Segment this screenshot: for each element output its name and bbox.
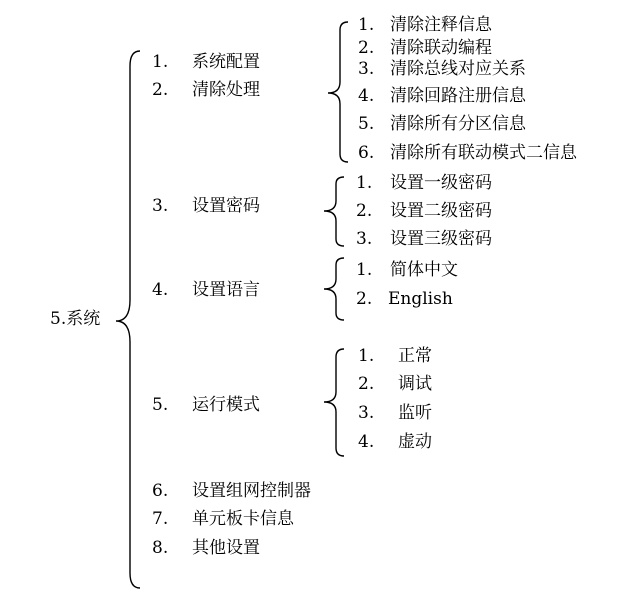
mode-2-number: 2. <box>358 374 375 394</box>
item-7-number: 7. <box>152 509 169 529</box>
mode-1-number: 1. <box>358 346 375 366</box>
language-brace <box>324 258 344 320</box>
root-label: 5.系统 <box>50 309 101 329</box>
item-8-number: 8. <box>152 538 169 558</box>
clear-5-label: 清除所有分区信息 <box>390 114 526 134</box>
clear-2-number: 2. <box>358 38 375 58</box>
item-4-number: 4. <box>152 280 169 300</box>
clear-1-number: 1. <box>358 15 375 35</box>
clear-3-number: 3. <box>358 59 375 79</box>
item-2-label: 清除处理 <box>192 80 260 100</box>
mode-4-number: 4. <box>358 432 375 452</box>
item-7-label: 单元板卡信息 <box>192 509 294 529</box>
clear-6-label: 清除所有联动模式二信息 <box>390 143 577 163</box>
clear-brace <box>328 22 348 162</box>
mode-4-label: 虚动 <box>398 432 432 452</box>
item-6-label: 设置组网控制器 <box>192 481 311 501</box>
mode-3-number: 3. <box>358 403 375 423</box>
password-1-number: 1. <box>356 173 373 193</box>
clear-4-label: 清除回路注册信息 <box>390 86 526 106</box>
main-brace <box>116 51 140 588</box>
item-3-label: 设置密码 <box>192 196 260 216</box>
item-6-number: 6. <box>152 481 169 501</box>
item-5-label: 运行模式 <box>192 395 260 415</box>
item-3-number: 3. <box>152 196 169 216</box>
password-3-number: 3. <box>356 229 373 249</box>
item-4-label: 设置语言 <box>192 280 260 300</box>
mode-brace <box>324 349 344 456</box>
language-2-label: English <box>388 289 453 309</box>
password-2-number: 2. <box>356 201 373 221</box>
language-1-label: 简体中文 <box>390 260 458 280</box>
item-1-label: 系统配置 <box>192 52 260 72</box>
clear-6-number: 6. <box>358 143 375 163</box>
clear-1-label: 清除注释信息 <box>390 15 492 35</box>
item-1-number: 1. <box>152 52 169 72</box>
mode-2-label: 调试 <box>398 374 432 394</box>
item-2-number: 2. <box>152 80 169 100</box>
password-1-label: 设置一级密码 <box>390 173 492 193</box>
language-1-number: 1. <box>356 260 373 280</box>
language-2-number: 2. <box>356 289 373 309</box>
item-8-label: 其他设置 <box>192 538 260 558</box>
clear-2-label: 清除联动编程 <box>390 38 492 58</box>
mode-3-label: 监听 <box>398 403 432 423</box>
password-brace <box>324 177 344 246</box>
item-5-number: 5. <box>152 395 169 415</box>
password-2-label: 设置二级密码 <box>390 201 492 221</box>
clear-3-label: 清除总线对应关系 <box>390 59 526 79</box>
clear-4-number: 4. <box>358 86 375 106</box>
clear-5-number: 5. <box>358 114 375 134</box>
mode-1-label: 正常 <box>398 346 432 366</box>
password-3-label: 设置三级密码 <box>390 229 492 249</box>
